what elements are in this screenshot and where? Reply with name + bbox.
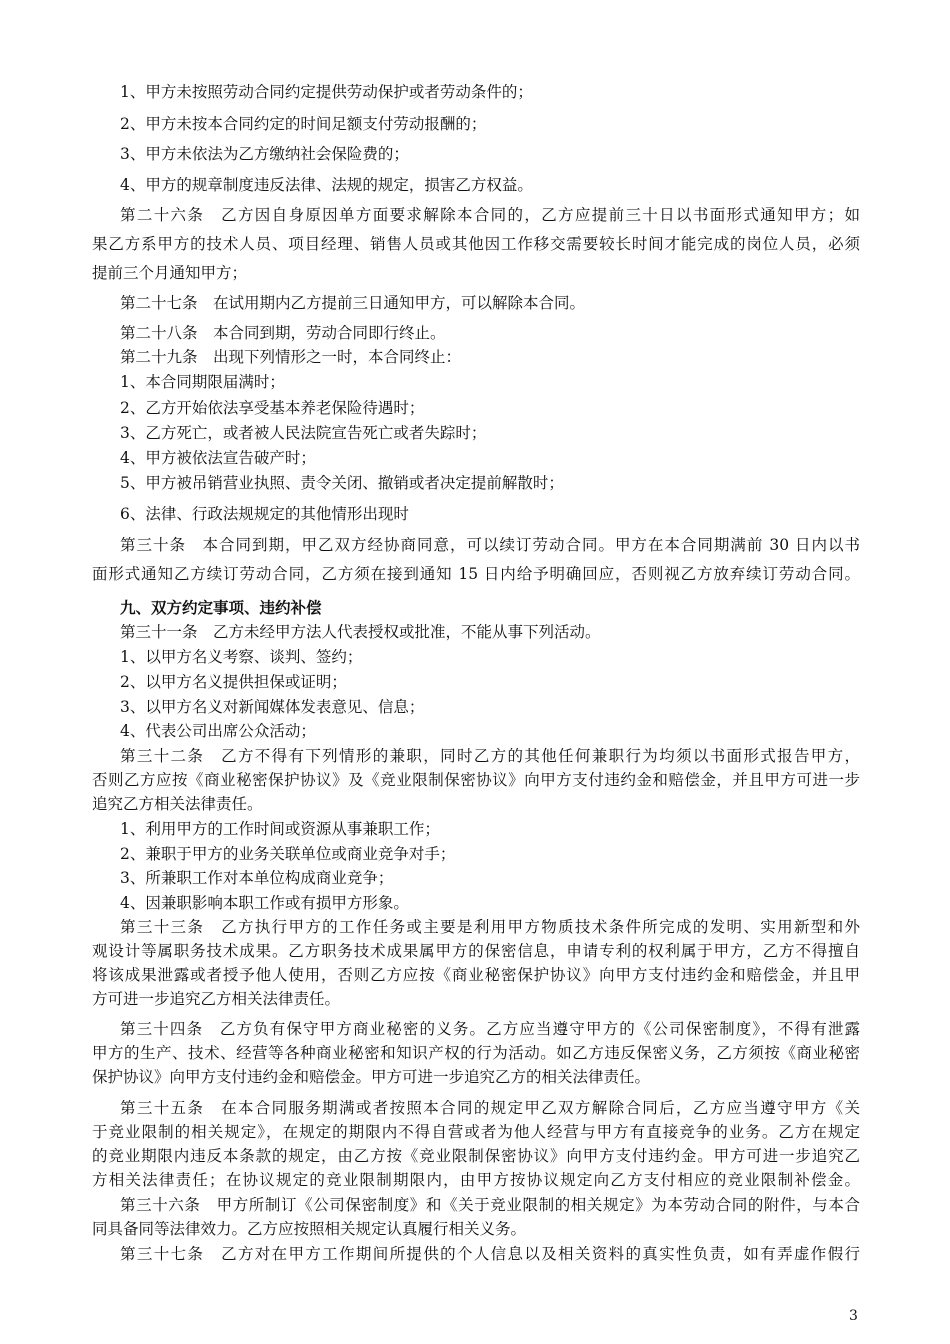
text-line: 第三十六条 甲方所制订《公司保密制度》和《关于竞业限制的相关规定》为本劳动合同的附件，与本合 — [120, 1196, 860, 1214]
text-line: 保护协议》向甲方支付违约金和赔偿金。甲方可进一步追究乙方的相关法律责任。 — [92, 1068, 651, 1086]
page-number: 3 — [849, 1308, 858, 1324]
text-line: 4、甲方的规章制度违反法律、法规的规定，损害乙方权益。 — [120, 176, 533, 194]
text-line: 第二十九条 出现下列情形之一时，本合同终止： — [120, 348, 462, 366]
text-line: 第二十八条 本合同到期，劳动合同即行终止。 — [120, 324, 446, 342]
text-line: 面形式通知乙方续订劳动合同，乙方须在接到通知 15 日内给予明确回应，否则视乙方放弃续订劳动合同。 — [92, 565, 860, 583]
text-line: 第三十七条 乙方对在甲方工作期间所提供的个人信息以及相关资料的真实性负责，如有弄虚作假行 — [120, 1245, 860, 1263]
text-line: 3、所兼职工作对本单位构成商业竞争； — [120, 869, 394, 887]
text-line: 2、兼职于甲方的业务关联单位或商业竞争对手； — [120, 845, 456, 863]
text-line: 甲方的生产、技术、经营等各种商业秘密和知识产权的行为活动。如乙方违反保密义务，乙方须按《商业秘密 — [92, 1044, 860, 1062]
text-line: 1、本合同期限届满时； — [120, 373, 285, 391]
text-line: 同具备同等法律效力。乙方应按照相关规定认真履行相关义务。 — [92, 1220, 527, 1238]
text-line: 第三十一条 乙方未经甲方法人代表授权或批准，不能从事下列活动。 — [120, 623, 601, 641]
section-heading: 九、双方约定事项、违约补偿 — [120, 598, 322, 617]
text-line: 2、以甲方名义提供担保或证明； — [120, 673, 347, 691]
text-line: 2、甲方未按本合同约定的时间足额支付劳动报酬的； — [120, 115, 487, 133]
text-line: 否则乙方应按《商业秘密保护协议》及《竞业限制保密协议》向甲方支付违约金和赔偿金，并且甲方可进一步 — [92, 771, 860, 789]
text-line: 方可进一步追究乙方相关法律责任。 — [92, 990, 341, 1008]
text-line: 4、代表公司出席公众活动； — [120, 722, 316, 740]
text-line: 的竞业期限内违反本条款的规定，由乙方按《竞业限制保密协议》向甲方支付违约金。甲方可进一步追究乙 — [92, 1147, 860, 1165]
text-line: 3、乙方死亡，或者被人民法院宣告死亡或者失踪时； — [120, 424, 487, 442]
text-line: 第三十条 本合同到期，甲乙双方经协商同意，可以续订劳动合同。甲方在本合同期满前 30 日内以书 — [120, 536, 860, 554]
text-line: 于竞业限制的相关规定》，在规定的期限内不得自营或者为他人经营与甲方有直接竞争的业务。乙方在规定 — [92, 1123, 860, 1141]
text-line: 第三十四条 乙方负有保守甲方商业秘密的义务。乙方应当遵守甲方的《公司保密制度》，不得有泄露 — [120, 1020, 860, 1038]
text-line: 1、以甲方名义考察、谈判、签约； — [120, 648, 363, 666]
text-line: 1、利用甲方的工作时间或资源从事兼职工作； — [120, 820, 440, 838]
text-line: 4、甲方被依法宣告破产时； — [120, 449, 316, 467]
text-line: 3、以甲方名义对新闻媒体发表意见、信息； — [120, 698, 425, 716]
text-line: 第三十三条 乙方执行甲方的工作任务或主要是利用甲方物质技术条件所完成的发明、实用新型和外 — [120, 918, 860, 936]
text-line: 提前三个月通知甲方； — [92, 264, 248, 282]
text-line: 5、甲方被吊销营业执照、责令关闭、撤销或者决定提前解散时； — [120, 474, 564, 492]
text-line: 第二十六条 乙方因自身原因单方面要求解除本合同的，乙方应提前三十日以书面形式通知甲方；如 — [120, 206, 860, 224]
text-line: 3、甲方未依法为乙方缴纳社会保险费的； — [120, 145, 409, 163]
text-line: 4、因兼职影响本职工作或有损甲方形象。 — [120, 894, 409, 912]
text-line: 6、法律、行政法规规定的其他情形出现时 — [120, 505, 409, 523]
text-line: 追究乙方相关法律责任。 — [92, 795, 263, 813]
text-line: 观设计等属职务技术成果。乙方职务技术成果属甲方的保密信息，申请专利的权利属于甲方，乙方不得擅自 — [92, 942, 860, 960]
text-line: 第二十七条 在试用期内乙方提前三日通知甲方，可以解除本合同。 — [120, 294, 586, 312]
text-line: 方相关法律责任；在协议规定的竞业限制期限内，由甲方按协议规定向乙方支付相应的竞业限制补偿金。 — [92, 1171, 860, 1189]
text-line: 1、甲方未按照劳动合同约定提供劳动保护或者劳动条件的； — [120, 83, 533, 101]
text-line: 果乙方系甲方的技术人员、项目经理、销售人员或其他因工作移交需要较长时间才能完成的岗位人员，必须 — [92, 235, 860, 253]
text-line: 第三十二条 乙方不得有下列情形的兼职，同时乙方的其他任何兼职行为均须以书面形式报告甲方， — [120, 747, 860, 765]
text-line: 将该成果泄露或者授予他人使用，否则乙方应按《商业秘密保护协议》向甲方支付违约金和赔偿金，并且甲 — [92, 966, 860, 984]
text-line: 2、乙方开始依法享受基本养老保险待遇时； — [120, 399, 425, 417]
text-line: 第三十五条 在本合同服务期满或者按照本合同的规定甲乙双方解除合同后，乙方应当遵守甲方《关 — [120, 1099, 860, 1117]
